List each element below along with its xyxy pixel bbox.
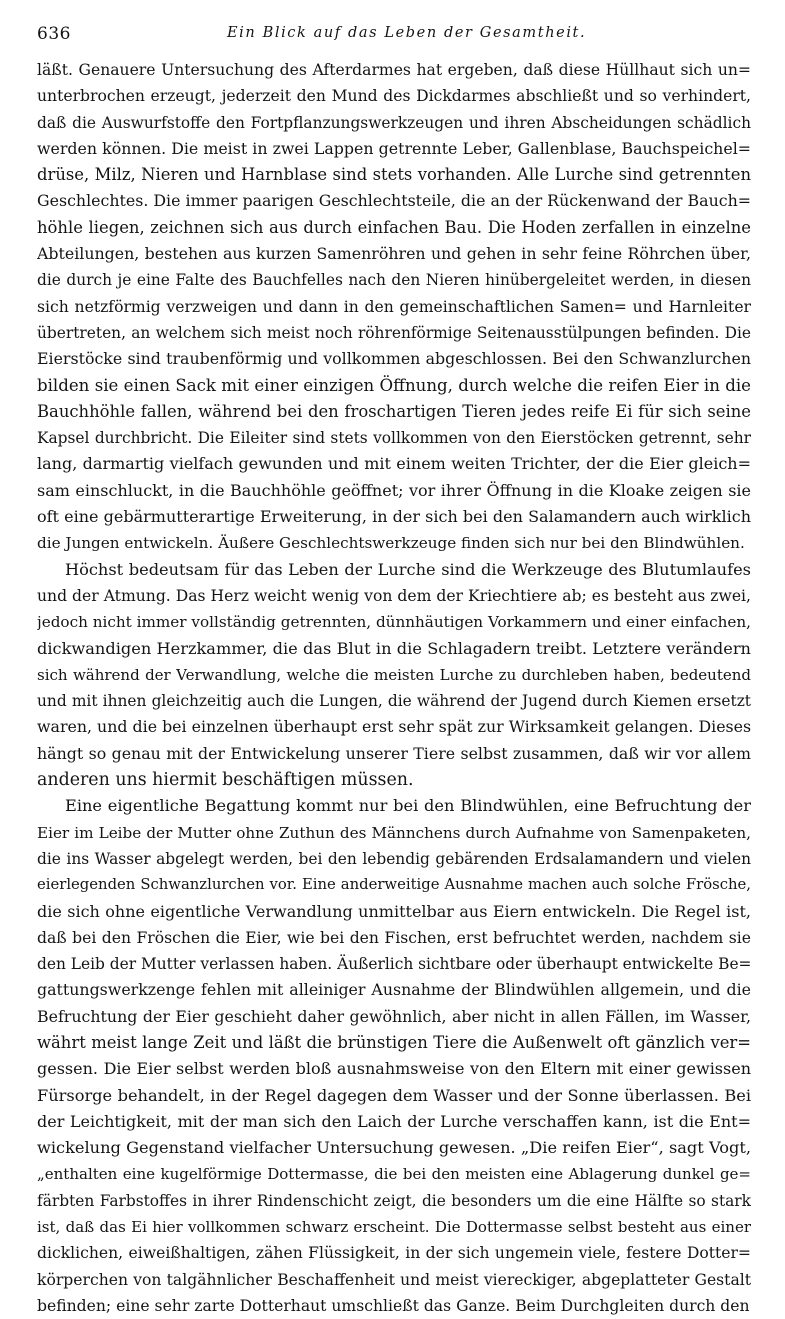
text-line: die sich ohne eigentliche Verwandlung unmittelbar aus Eiern entwickeln. Die Regel ist, (37, 901, 751, 921)
text-line: befinden; eine sehr zarte Dotterhaut umschließt das Ganze. Beim Durchgleiten durch den (37, 1296, 750, 1315)
text-line: währt meist lange Zeit und läßt die brünstigen Tiere die Außenwelt oft gänzlich ver= (37, 1032, 751, 1052)
text-line: dicklichen, eiweißhaltigen, zähen Flüssigkeit, in der sich ungemein viele, festere Dotter= (37, 1244, 751, 1263)
text-line: anderen uns hiermit beschäftigen müssen. (37, 770, 414, 791)
text-line: daß die Auswurfstoffe den Fortpflanzungswerkzeugen und ihren Abscheidungen schädlich (37, 113, 751, 132)
text-line: körperchen von talgähnlicher Beschaffenheit und meist viereckiger, abgeplatteter Gestalt (37, 1270, 751, 1289)
text-line: eierlegenden Schwanzlurchen vor. Eine anderweitige Ausnahme machen auch solche Frösche, (37, 876, 751, 894)
text-line: werden können. Die meist in zwei Lappen getrennte Leber, Gallenblase, Bauchspeichel= (37, 138, 751, 158)
text-line: Kapsel durchbricht. Die Eileiter sind stets vollkommen von den Eierstöcken getrennt, sehr (37, 429, 751, 448)
text-line: Höchst bedeutsam für das Leben der Lurche sind die Werkzeuge des Blutumlaufes (65, 559, 751, 579)
text-line: Fürsorge behandelt, in der Regel dagegen dem Wasser und der Sonne überlassen. Bei (37, 1085, 751, 1105)
text-line: die Jungen entwickeln. Äußere Geschlechtswerkzeuge finden sich nur bei den Blindwühlen. (37, 534, 745, 553)
paragraph (37, 793, 751, 1319)
text-line: gattungswerkzenge fehlen mit alleiniger Ausnahme der Blindwühlen allgemein, und die (37, 980, 751, 1000)
text-line: jedoch nicht immer vollständig getrennten, dünnhäutigen Vorkammern und einer einfachen, (37, 613, 751, 632)
text-line: oft eine gebärmutterartige Erweiterung, in der sich bei den Salamandern auch wirklich (37, 507, 751, 527)
text-line: den Leib der Mutter verlassen haben. Äußerlich sichtbare oder überhaupt entwickelte Be= (37, 955, 751, 974)
body-text (37, 57, 751, 1319)
text-line: Geschlechtes. Die immer paarigen Geschlechtsteile, die an der Rückenwand der Bauch= (37, 191, 751, 211)
paragraph (37, 557, 751, 794)
text-line: läßt. Genauere Untersuchung des Afterdarmes hat ergeben, daß diese Hüllhaut sich un= (37, 61, 751, 79)
text-line: „enthalten eine kugelförmige Dottermasse, die bei den meisten eine Ablagerung dunkel ge= (37, 1165, 751, 1184)
text-line: Eine eigentliche Begattung kommt nur bei den Blindwühlen, eine Befruchtung der (65, 796, 751, 816)
text-line: unterbrochen erzeugt, jederzeit den Mund des Dickdarmes abschließt und so verhindert, (37, 87, 751, 106)
text-line: bilden sie einen Sack mit einer einzigen Öffnung, durch welche die reifen Eier in die (37, 375, 751, 395)
text-line: und mit ihnen gleichzeitig auch die Lungen, die während der Jugend durch Kiemen ersetzt (37, 692, 751, 711)
text-line: färbten Farbstoffes in ihrer Rindenschicht zeigt, die besonders um die eine Hälfte so stark (37, 1191, 751, 1210)
text-line: Eier im Leibe der Mutter ohne Zuthun des Männchens durch Aufnahme von Samenpaketen, (37, 823, 751, 842)
text-line: sich während der Verwandlung, welche die meisten Lurche zu durchleben haben, bedeutend (37, 665, 751, 684)
text-line: die ins Wasser abgelegt werden, bei den lebendig gebärenden Erdsalamandern und vielen (37, 849, 751, 868)
text-line: daß bei den Fröschen die Eier, wie bei den Fischen, erst befruchtet werden, nachdem sie (37, 928, 751, 947)
text-line: sich netzförmig verzweigen und dann in den gemeinschaftlichen Samen= und Harnleiter (37, 297, 751, 316)
paragraph (37, 57, 751, 557)
text-line: hängt so genau mit der Entwickelung unserer Tiere selbst zusammen, daß wir vor allem (37, 743, 751, 763)
text-line: lang, darmartig vielfach gewunden und mit einem weiten Trichter, der die Eier gleich= (37, 454, 751, 474)
page-header (37, 22, 751, 46)
text-line: drüse, Milz, Nieren und Harnblase sind stets vorhanden. Alle Lurche sind getrennten (37, 165, 751, 185)
running-head: Ein Blick auf das Leben der Gesamtheit. (227, 25, 587, 41)
text-line: waren, und die bei einzelnen überhaupt erst sehr spät zur Wirksamkeit gelangen. Dieses (37, 717, 751, 737)
text-line: übertreten, an welchem sich meist noch röhrenförmige Seitenausstülpungen befinden. Die (37, 323, 751, 342)
text-line: sam einschluckt, in die Bauchhöhle geöffnet; vor ihrer Öffnung in die Kloake zeigen sie (37, 480, 751, 500)
text-line: der Leichtigkeit, mit der man sich den Laich der Lurche verschaffen kann, ist die Ent= (37, 1111, 751, 1131)
text-line: dickwandigen Herzkammer, die das Blut in die Schlagadern treibt. Letztere verändern (37, 638, 751, 658)
text-line: und der Atmung. Das Herz weicht wenig von dem der Kriechtiere ab; es besteht aus zwei, (37, 586, 751, 605)
text-line: Abteilungen, bestehen aus kurzen Samenröhren und gehen in sehr feine Röhrchen über, (37, 244, 751, 264)
text-line: wickelung Gegenstand vielfacher Untersuchung gewesen. „Die reifen Eier“, sagt Vogt, (37, 1138, 751, 1158)
text-line: Eierstöcke sind traubenförmig und vollkommen abgeschlossen. Bei den Schwanzlurchen (37, 349, 751, 369)
text-line: Bauchhöhle fallen, während bei den froschartigen Tieren jedes reife Ei für sich seine (37, 401, 751, 421)
text-line: gessen. Die Eier selbst werden bloß ausnahmsweise von den Eltern mit einer gewissen (37, 1059, 751, 1079)
page-number: 636 (37, 24, 71, 44)
text-line: die durch je eine Falte des Bauchfelles nach den Nieren hinübergeleitet werden, in diesen (37, 271, 751, 290)
text-line: ist, daß das Ei hier vollkommen schwarz erscheint. Die Dottermasse selbst besteht aus einer (37, 1218, 751, 1237)
text-line: höhle liegen, zeichnen sich aus durch einfachen Bau. Die Hoden zerfallen in einzelne (37, 217, 751, 237)
text-line: Befruchtung der Eier geschieht daher gewöhnlich, aber nicht in allen Fällen, im Wasser, (37, 1006, 751, 1026)
